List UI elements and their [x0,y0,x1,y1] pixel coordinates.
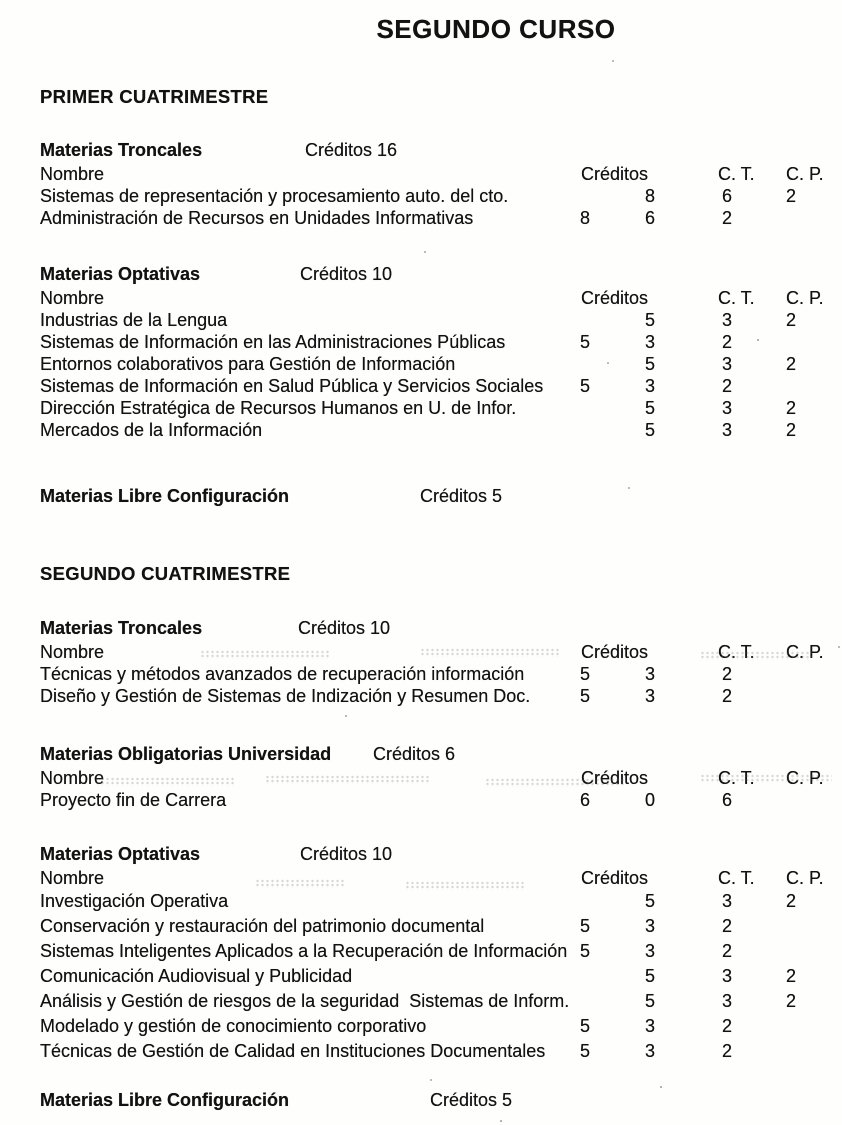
scan-smudge [200,650,330,659]
credits-value: 5 [580,941,591,961]
course-row [0,964,842,989]
course-row [0,989,842,1014]
scan-speck [612,60,614,62]
credits-value: 5 [645,991,656,1011]
cp-value: 2 [786,354,797,374]
scan-smudge [265,775,430,784]
table-header-row [0,867,842,889]
scan-smudge [255,879,345,888]
block-credits-label: Créditos 5 [430,1090,513,1110]
cp-value: 2 [722,332,733,352]
cp-value: 2 [786,966,797,986]
section-heading-primer: PRIMER CUATRIMESTRE [40,86,269,107]
credits-value: 8 [645,186,656,206]
cp-value: 2 [722,664,733,684]
table-header-row [0,641,842,663]
credits-value: 5 [645,398,656,418]
course-row [0,397,842,419]
column-header-ct: C. T. [718,164,755,184]
block-credits-label: Créditos 16 [305,140,398,160]
page-title: SEGUNDO CURSO [376,14,616,44]
course-name: Comunicación Audiovisual y Publicidad [40,966,353,986]
scan-smudge [95,777,235,786]
course-name: Sistemas Inteligentes Aplicados a la Recuperación de Información [40,941,568,961]
course-row [0,353,842,375]
ct-value: 3 [722,991,733,1011]
credits-value: 5 [580,1041,591,1061]
cp-value: 2 [722,1041,733,1061]
curriculum-content [0,86,842,1111]
course-row [0,375,842,397]
block-title: Materias Obligatorias Universidad [40,744,332,764]
course-row [0,889,842,914]
course-row [0,789,842,811]
column-header-cp: C. P. [786,164,824,184]
column-header-nombre: Nombre [40,642,105,662]
ct-value: 3 [645,1016,656,1036]
column-header-creditos: Créditos [581,642,649,662]
credits-value: 5 [645,310,656,330]
course-name: Diseño y Gestión de Sistemas de Indización y Resumen Doc. [40,686,531,706]
ct-value: 3 [722,398,733,418]
course-row [0,663,842,685]
block-title: Materias Optativas [40,844,201,864]
column-header-creditos: Créditos [581,868,649,888]
block-libre-1 [0,485,842,507]
course-row [0,331,842,353]
column-header-ct: C. T. [718,868,755,888]
block-troncales-2 [0,617,842,639]
course-name: Técnicas y métodos avanzados de recuperación información [40,664,525,684]
block-credits-label: Créditos 10 [298,618,391,638]
credits-value: 5 [580,332,591,352]
ct-value: 0 [645,790,656,810]
course-name: Entornos colaborativos para Gestión de Información [40,354,456,374]
block-credits-label: Créditos 10 [300,844,393,864]
column-header-cp: C. P. [786,868,824,888]
cp-value: 2 [786,310,797,330]
credits-value: 5 [645,354,656,374]
column-header-creditos: Créditos [581,164,649,184]
credits-value: 5 [580,376,591,396]
cp-value: 2 [722,941,733,961]
ct-value: 3 [645,686,656,706]
block-title: Materias Libre Configuración [40,1090,290,1110]
credits-value: 8 [580,208,591,228]
course-name: Proyecto fin de Carrera [40,790,227,810]
ct-value: 3 [645,916,656,936]
credits-value: 5 [645,966,656,986]
cp-value: 2 [722,686,733,706]
course-name: Dirección Estratégica de Recursos Humanos en U. de Infor. [40,398,517,418]
course-name: Modelado y gestión de conocimiento corporativo [40,1016,427,1036]
course-row [0,419,842,441]
column-header-creditos: Créditos [581,288,649,308]
ct-value: 3 [722,966,733,986]
cp-value: 6 [722,790,733,810]
course-row [0,309,842,331]
ct-value: 3 [645,941,656,961]
cp-value: 2 [722,916,733,936]
course-row [0,939,842,964]
block-troncales-1 [0,139,842,161]
course-row [0,1014,842,1039]
section-heading-segundo: SEGUNDO CUATRIMESTRE [40,563,291,584]
column-header-nombre: Nombre [40,288,105,308]
block-credits-label: Créditos 10 [300,264,393,284]
course-name: Industrias de la Lengua [40,310,228,330]
column-header-ct: C. T. [718,288,755,308]
block-optativas-2 [0,843,842,865]
course-name: Sistemas de representación y procesamiento auto. del cto. [40,186,509,206]
course-name: Investigación Operativa [40,891,229,911]
table-header-row [0,767,842,789]
course-name: Técnicas de Gestión de Calidad en Instituciones Documentales [40,1041,546,1061]
column-header-nombre: Nombre [40,868,105,888]
cp-value: 2 [786,186,797,206]
cp-value: 2 [722,376,733,396]
cp-value: 2 [786,991,797,1011]
course-name: Conservación y restauración del patrimonio documental [40,916,485,936]
course-name: Sistemas de Información en las Administraciones Públicas [40,332,506,352]
block-libre-2 [0,1089,842,1111]
course-name: Sistemas de Información en Salud Pública y Servicios Sociales [40,376,544,396]
course-name: Mercados de la Información [40,420,263,440]
course-row [0,207,842,229]
ct-value: 3 [722,891,733,911]
scan-smudge [420,648,560,657]
block-obligatorias [0,743,842,765]
course-name: Análisis y Gestión de riesgos de la seguridad Sistemas de Inform. [40,991,570,1011]
course-row [0,1039,842,1064]
scan-speck [500,1120,502,1122]
table-header-row [0,287,842,309]
column-header-cp: C. P. [786,642,824,662]
credits-value: 5 [580,916,591,936]
block-optativas-1 [0,263,842,285]
block-credits-label: Créditos 5 [420,486,503,506]
ct-value: 3 [645,376,656,396]
column-header-ct: C. T. [718,768,755,788]
column-header-nombre: Nombre [40,164,105,184]
column-header-cp: C. P. [786,768,824,788]
ct-value: 3 [645,332,656,352]
cp-value: 2 [786,891,797,911]
cp-value: 2 [722,208,733,228]
ct-value: 3 [722,420,733,440]
credits-value: 6 [580,790,591,810]
ct-value: 3 [645,664,656,684]
column-header-ct: C. T. [718,642,755,662]
table-header-row [0,163,842,185]
cp-value: 2 [786,420,797,440]
column-header-cp: C. P. [786,288,824,308]
course-row [0,185,842,207]
ct-value: 3 [722,310,733,330]
ct-value: 3 [722,354,733,374]
credits-value: 5 [645,420,656,440]
ct-value: 3 [645,1041,656,1061]
block-title: Materias Libre Configuración [40,486,290,506]
credits-value: 5 [580,664,591,684]
column-header-nombre: Nombre [40,768,105,788]
course-row [0,685,842,707]
credits-value: 5 [580,1016,591,1036]
credits-value: 5 [645,891,656,911]
block-title: Materias Troncales [40,618,203,638]
block-credits-label: Créditos 6 [373,744,456,764]
course-name: Administración de Recursos en Unidades Informativas [40,208,474,228]
ct-value: 6 [722,186,733,206]
column-header-creditos: Créditos [581,768,649,788]
cp-value: 2 [722,1016,733,1036]
credits-value: 5 [580,686,591,706]
block-title: Materias Optativas [40,264,201,284]
cp-value: 2 [786,398,797,418]
ct-value: 6 [645,208,656,228]
course-row [0,914,842,939]
block-title: Materias Troncales [40,140,203,160]
